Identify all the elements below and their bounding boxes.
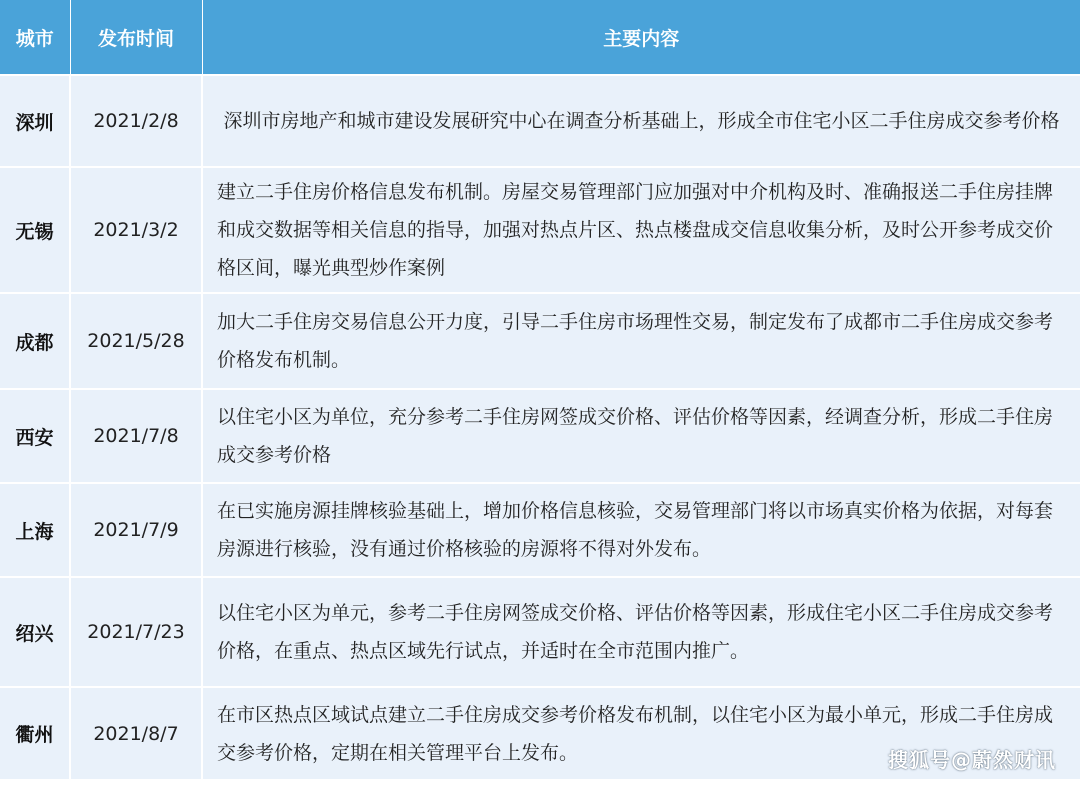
row-city: 绍兴 <box>0 577 70 687</box>
table-header-row <box>0 0 1080 75</box>
row-content: 深圳市房地产和城市建设发展研究中心在调查分析基础上，形成全市住宅小区二手住房成交参考价格 <box>202 75 1080 167</box>
header-content: 主要内容 <box>202 0 1080 75</box>
row-date: 2021/3/2 <box>70 167 202 293</box>
table-row <box>0 75 1080 167</box>
table-row <box>0 389 1080 483</box>
table-row <box>0 577 1080 687</box>
row-city: 西安 <box>0 389 70 483</box>
row-city: 深圳 <box>0 75 70 167</box>
row-content: 在已实施房源挂牌核验基础上，增加价格信息核验，交易管理部门将以市场真实价格为依据，对每套房源进行核验，没有通过价格核验的房源将不得对外发布。 <box>202 483 1080 577</box>
watermark: 搜狐号@蔚然财讯 <box>888 748 1056 772</box>
row-city: 无锡 <box>0 167 70 293</box>
row-content: 以住宅小区为单元，参考二手住房网签成交价格、评估价格等因素，形成住宅小区二手住房成交参考价格，在重点、热点区域先行试点，并适时在全市范围内推广。 <box>202 577 1080 687</box>
row-date: 2021/7/23 <box>70 577 202 687</box>
row-content: 在市区热点区域试点建立二手住房成交参考价格发布机制，以住宅小区为最小单元，形成二手住房成交参考价格，定期在相关管理平台上发布。 <box>202 687 1080 779</box>
table-row <box>0 483 1080 577</box>
table-row <box>0 293 1080 389</box>
row-city: 上海 <box>0 483 70 577</box>
row-date: 2021/7/8 <box>70 389 202 483</box>
row-date: 2021/8/7 <box>70 687 202 779</box>
row-content: 以住宅小区为单位，充分参考二手住房网签成交价格、评估价格等因素，经调查分析，形成二手住房成交参考价格 <box>202 389 1080 483</box>
header-city: 城市 <box>0 0 70 75</box>
table-row <box>0 167 1080 293</box>
row-date: 2021/5/28 <box>70 293 202 389</box>
row-date: 2021/2/8 <box>70 75 202 167</box>
row-content: 建立二手住房价格信息发布机制。房屋交易管理部门应加强对中介机构及时、准确报送二手住房挂牌和成交数据等相关信息的指导，加强对热点片区、热点楼盘成交信息收集分析，及时公开参考成交价格区间，曝光典型炒作案例 <box>202 167 1080 293</box>
row-content: 加大二手住房交易信息公开力度，引导二手住房市场理性交易，制定发布了成都市二手住房成交参考价格发布机制。 <box>202 293 1080 389</box>
row-city: 成都 <box>0 293 70 389</box>
row-date: 2021/7/9 <box>70 483 202 577</box>
header-date: 发布时间 <box>70 0 202 75</box>
row-city: 衢州 <box>0 687 70 779</box>
